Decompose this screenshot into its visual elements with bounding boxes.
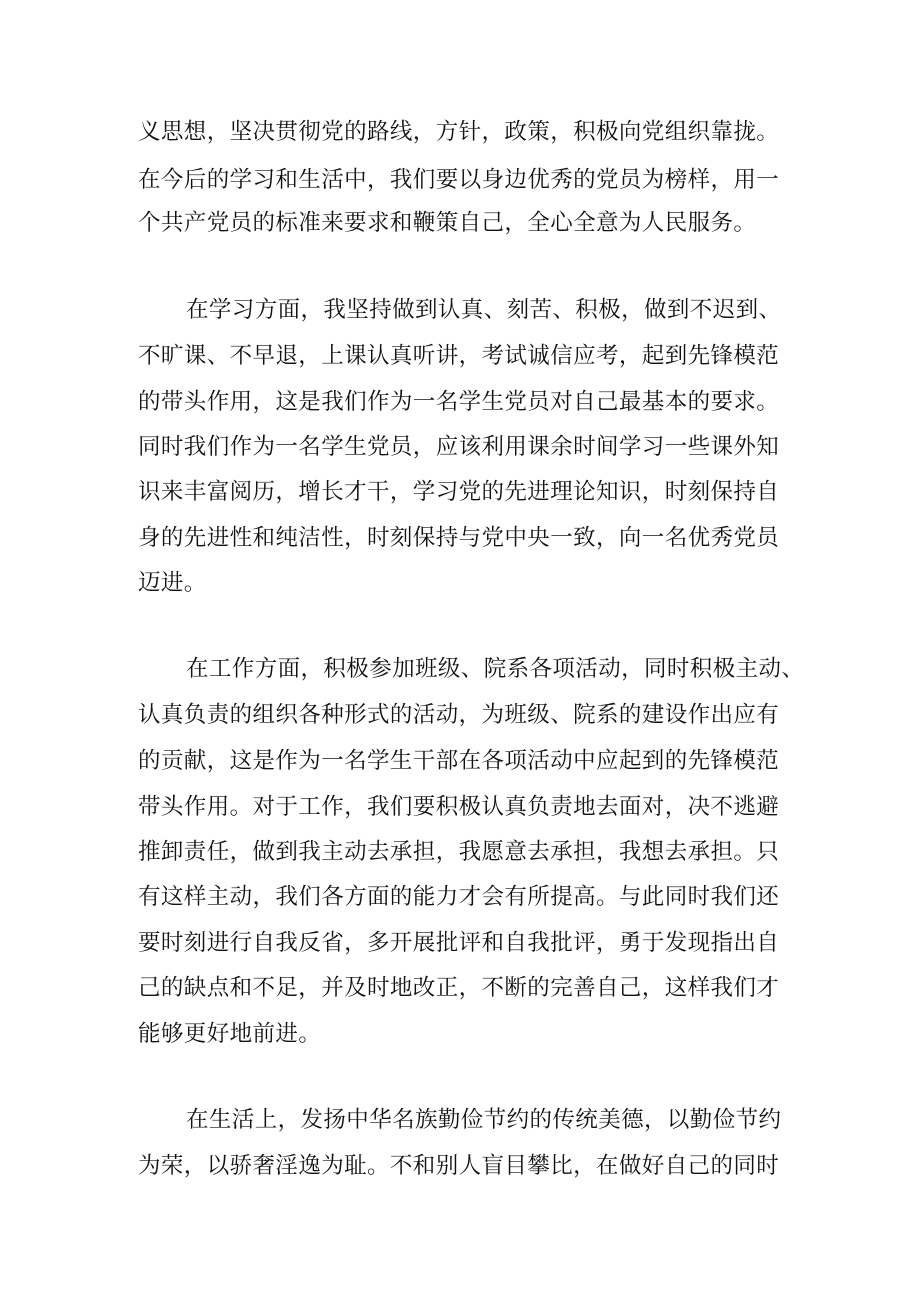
paragraph-3-line-1: 在工作方面，积极参加班级、院系各项活动，同时积极主动、 bbox=[186, 656, 805, 682]
paragraph-3-line-3: 的贡献，这是作为一名学生干部在各项活动中应起到的先锋模范 bbox=[138, 748, 780, 774]
paragraph-3-line-2: 认真负责的组织各种形式的活动，为班级、院系的建设作出应有 bbox=[138, 702, 780, 728]
paragraph-1-line-3: 个共产党员的标准来要求和鞭策自己，全心全意为人民服务。 bbox=[138, 210, 757, 236]
paragraph-3-line-8: 己的缺点和不足，并及时地改正，不断的完善自己，这样我们才 bbox=[138, 975, 780, 1001]
paragraph-4-line-2: 为荣，以骄奢淫逸为耻。不和别人盲目攀比，在做好自己的同时 bbox=[138, 1153, 780, 1179]
paragraph-3-line-5: 推卸责任，做到我主动去承担，我愿意去承担，我想去承担。只 bbox=[138, 839, 780, 865]
paragraph-3-line-4: 带头作用。对于工作，我们要积极认真负责地去面对，决不逃避 bbox=[138, 794, 780, 820]
paragraph-3-line-6: 有这样主动，我们各方面的能力才会有所提高。与此同时我们还 bbox=[138, 884, 780, 910]
paragraph-2-line-7: 迈进。 bbox=[138, 570, 207, 596]
paragraph-2-line-5: 识来丰富阅历，增长才干，学习党的先进理论知识，时刻保持自 bbox=[138, 479, 780, 505]
paragraph-2-line-3: 的带头作用，这是我们作为一名学生党员对自己最基本的要求。 bbox=[138, 389, 780, 415]
paragraph-2-line-4: 同时我们作为一名学生党员，应该利用课余时间学习一些课外知 bbox=[138, 434, 780, 460]
paragraph-4-line-1: 在生活上，发扬中华名族勤俭节约的传统美德，以勤俭节约 bbox=[186, 1107, 782, 1133]
paragraph-2-line-1: 在学习方面，我坚持做到认真、刻苦、积极，做到不迟到、 bbox=[186, 297, 782, 323]
paragraph-3-line-9: 能够更好地前进。 bbox=[138, 1021, 322, 1047]
paragraph-3-line-7: 要时刻进行自我反省，多开展批评和自我批评，勇于发现指出自 bbox=[138, 930, 780, 956]
paragraph-2-line-6: 身的先进性和纯洁性，时刻保持与党中央一致，向一名优秀党员 bbox=[138, 525, 780, 551]
paragraph-1-line-1: 义思想，坚决贯彻党的路线，方针，政策，积极向党组织靠拢。 bbox=[138, 119, 780, 145]
paragraph-1-line-2: 在今后的学习和生活中，我们要以身边优秀的党员为榜样，用一 bbox=[138, 167, 780, 193]
paragraph-2-line-2: 不旷课、不早退，上课认真听讲，考试诚信应考，起到先锋模范 bbox=[138, 343, 780, 369]
